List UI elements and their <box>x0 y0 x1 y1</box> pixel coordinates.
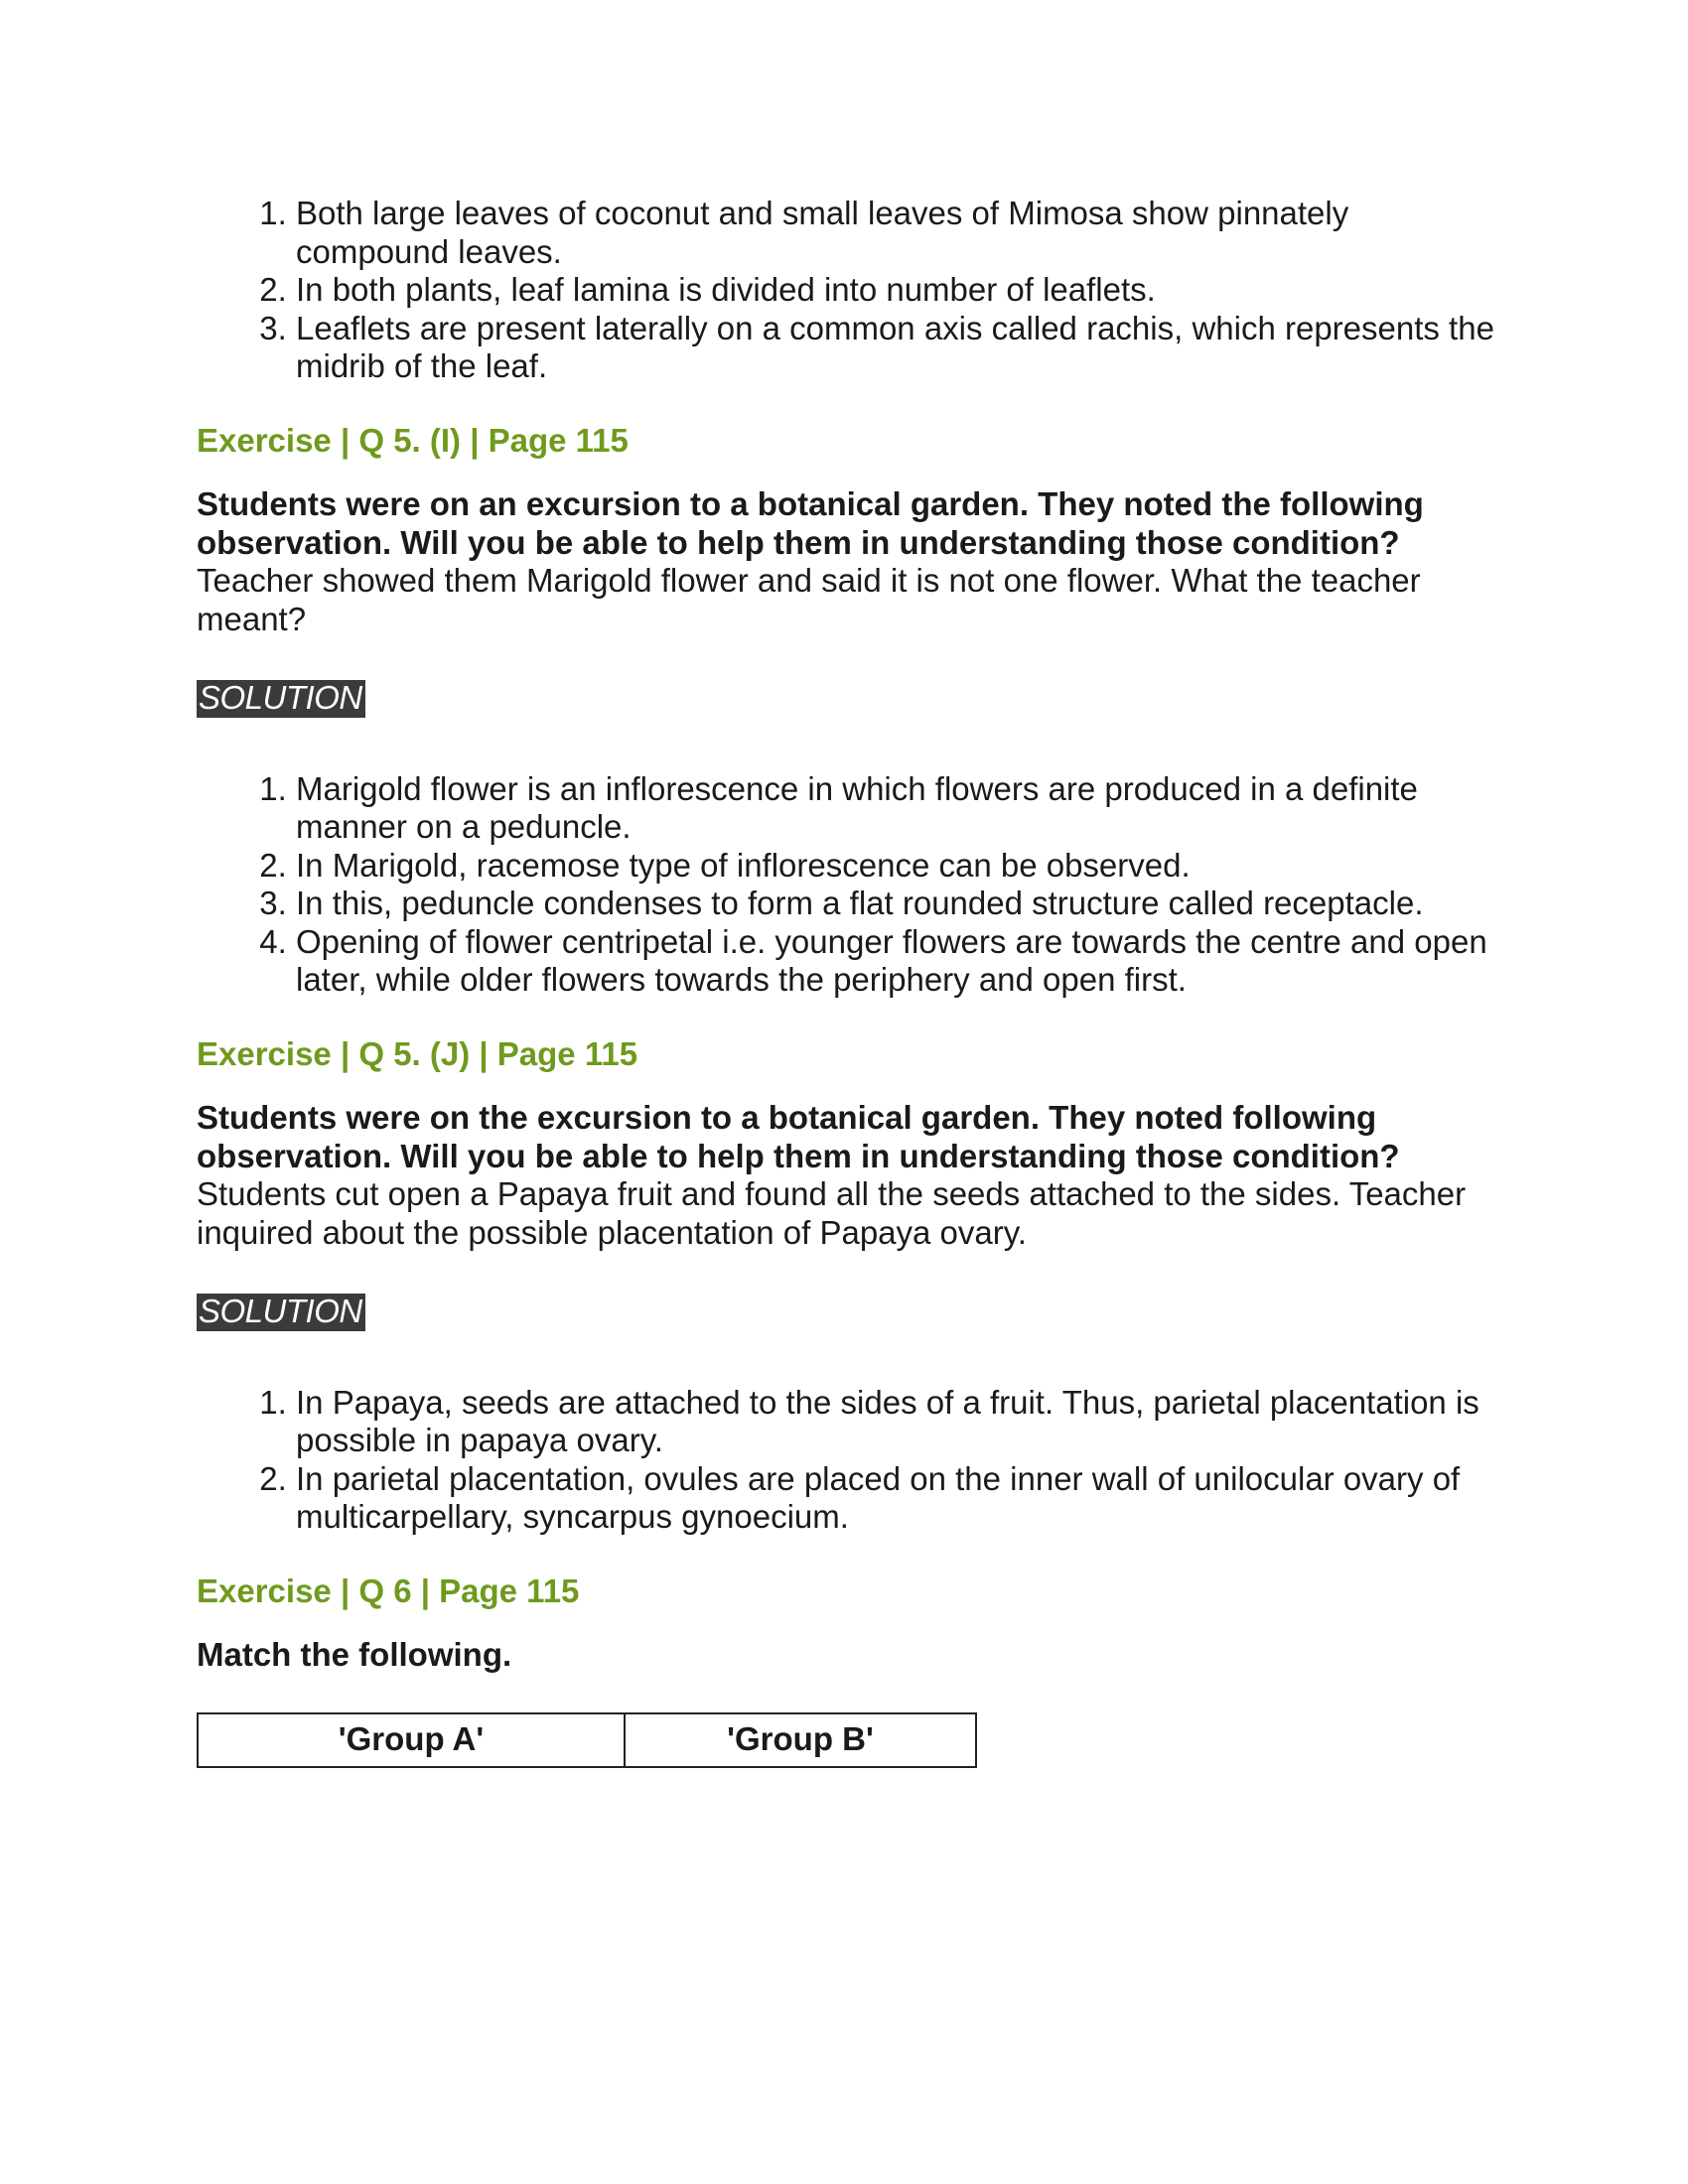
solution-list <box>197 1384 1497 1537</box>
exercise-heading: Exercise | Q 5. (I) | Page 115 <box>197 421 629 459</box>
list-item: 4. Opening of flower centripetal i.e. younger flowers are towards the centre and open later, while older flowers towards the periphery and open first. <box>296 923 1497 1000</box>
list-item: 3. In this, peduncle condenses to form a flat rounded structure called receptacle. <box>296 885 1497 923</box>
solution-badge: SOLUTION <box>197 1294 365 1331</box>
group-b-header: 'Group B' <box>625 1713 976 1767</box>
document-page <box>197 195 1497 1768</box>
list-item: 1. Marigold flower is an inflorescence in which flowers are produced in a definite manner on a peduncle. <box>296 770 1497 847</box>
solution-badge-wrap <box>197 680 1497 727</box>
table-header-row <box>198 1713 976 1767</box>
list-item: 3. Leaflets are present laterally on a common axis called rachis, which represents the midrib of the leaf. <box>296 310 1497 386</box>
exercise-heading: Exercise | Q 5. (J) | Page 115 <box>197 1034 638 1072</box>
list-item: 2. In Marigold, racemose type of inflorescence can be observed. <box>296 847 1497 886</box>
question-text: Teacher showed them Marigold flower and said it is not one flower. What the teacher meant? <box>197 562 1421 637</box>
list-item: 2. In parietal placentation, ovules are placed on the inner wall of unilocular ovary of multicarpellary, syncarpus gynoecium. <box>296 1460 1497 1537</box>
top-solution-list <box>197 195 1497 386</box>
list-item: 2. In both plants, leaf lamina is divided into number of leaflets. <box>296 271 1497 310</box>
solution-badge: SOLUTION <box>197 680 365 718</box>
list-item: 1. Both large leaves of coconut and small leaves of Mimosa show pinnately compound leaves. <box>296 195 1497 271</box>
question-bold: Students were on an excursion to a botanical garden. They noted the following observation. Will you be able to help them in understanding those condition? <box>197 485 1424 561</box>
question-text: Students cut open a Papaya fruit and found all the seeds attached to the sides. Teacher inquired about the possible placentation of Papaya ovary. <box>197 1175 1467 1251</box>
group-a-header: 'Group A' <box>198 1713 625 1767</box>
match-table <box>197 1712 977 1768</box>
question-bold: Students were on the excursion to a botanical garden. They noted following observation. Will you be able to help them in understanding those condition? <box>197 1099 1400 1174</box>
exercise-heading: Exercise | Q 6 | Page 115 <box>197 1571 580 1609</box>
solution-list <box>197 770 1497 1000</box>
question-bold: Match the following. <box>197 1636 512 1673</box>
solution-badge-wrap <box>197 1294 1497 1340</box>
list-item: 1. In Papaya, seeds are attached to the sides of a fruit. Thus, parietal placentation is possible in papaya ovary. <box>296 1384 1497 1460</box>
